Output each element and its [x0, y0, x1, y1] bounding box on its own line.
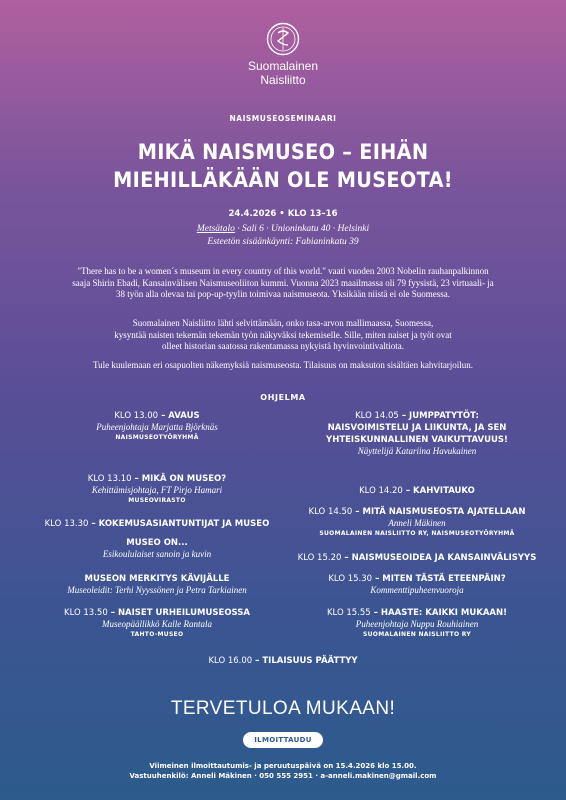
item-organization: SUOMALAINEN NAISLIITTO RY	[363, 631, 471, 638]
item-speaker: Puheenjohtaja Nuppu Rouhiainen	[355, 619, 479, 629]
item-speaker: Näyttelijä Katariina Havukainen	[357, 446, 477, 456]
item-speaker: Kommenttipuheenvuoroja	[370, 585, 464, 595]
program-heading: OHJELMA	[260, 393, 306, 402]
item-subtitle: YHTEISKUNNALLINEN VAIKUTTAVUUS!	[326, 435, 508, 445]
program-item	[286, 485, 548, 497]
program-item	[26, 410, 288, 443]
intro-p1-line: 38 työn alla olevaa tai pop-up-tyylin toimivaa naismuseota. Yksikään niistä ei ole Suomessa.	[115, 289, 451, 299]
contact-info: Vastuuhenkilö: Anneli Mäkinen · 050 555 2951 · a-anneli.makinen@gmail.com	[129, 772, 437, 780]
item-title: – JUMPPATYTÖT:	[401, 411, 479, 421]
title-line-2: MIEHILLÄKÄÄN OLE MUSEOTA!	[113, 168, 453, 192]
logo-line-1: Suomalainen	[247, 59, 319, 73]
item-time: KLO 14.20	[359, 486, 403, 496]
intro-p1-line: "There has to be a women´s museum in every country of this world." vaati vuoden 2003 Nobelin rauhanpalkinnon	[77, 266, 489, 276]
item-speaker: Puheenjohtaja Marjatta Björknäs	[96, 422, 218, 432]
intro-p2-line: kysyntää naisten tekemän tekemän työn näkyväksi tekemiselle. Sille, miten naiset ja työt ovat	[114, 329, 452, 340]
item-speaker: Museoleidit: Terhi Nyyssönen ja Petra Tarkiainen	[67, 585, 247, 595]
item-title: – HAASTE: KAIKKI MUKAAN!	[373, 608, 508, 618]
item-time: KLO 14.50	[308, 507, 353, 517]
item-title: MUSEON MERKITYS KÄVIJÄLLE	[84, 574, 230, 584]
item-speaker: Kehittämisjohtaja, FT Pirjo Hamari	[91, 485, 223, 495]
intro-p1-line: saaja Shirin Ebadi, Kansainvälisen Naismuseoliiton kummi. Vuonna 2023 maailmassa oli 79 fyysistä, 23 virtuaali- ja	[72, 277, 494, 288]
accessible-entrance: Esteetön sisäänkäynti: Fabianinkatu 39	[207, 236, 359, 247]
register-button[interactable]: ILMOITTAUDU	[243, 732, 323, 748]
item-title: – TILAISUUS PÄÄTTYY	[255, 656, 358, 666]
program-item	[286, 607, 548, 640]
item-title: – MIKÄ ON MUSEO?	[134, 474, 227, 484]
item-time: KLO 13.10	[87, 474, 132, 484]
venue-link[interactable]: Metsätalo	[196, 224, 235, 234]
item-time: KLO 15.55	[326, 608, 371, 618]
intro-paragraph-2	[60, 318, 506, 353]
program-item	[26, 573, 288, 596]
item-time: KLO 14.05	[355, 411, 399, 421]
item-title: – AVAUS	[161, 411, 200, 421]
logo-wordmark	[0, 59, 566, 87]
item-organization: NAISMUSEOTYÖRYHMÄ	[115, 434, 199, 441]
program-item	[286, 573, 548, 596]
item-speaker: Anneli Mäkinen	[388, 518, 446, 528]
item-speaker: Museopäällikkö Kalle Rantala	[102, 619, 212, 629]
item-subtitle: MUSEO ON...	[126, 538, 188, 548]
item-organization: SUOMALAINEN NAISLIITTO RY, NAISMUSEOTYÖRYHMÄ	[319, 530, 515, 537]
program-item	[286, 552, 548, 564]
event-kicker: NAISMUSEOSEMINAARI	[229, 114, 337, 123]
program-item	[26, 518, 288, 560]
logo-line-2: Naisliitto	[260, 73, 306, 87]
venue-address: · Sali 6 · Unioninkatu 40 · Helsinki	[234, 224, 370, 234]
item-time: KLO 13.30	[44, 519, 89, 529]
intro-p2-line: Suomalainen Naisliitto lähti selvittämään, onko tasa-arvon mallimaassa, Suomessa,	[132, 318, 434, 328]
intro-paragraph-3: Tule kuulemaan eri osapuolten näkemyksiä naismuseosta. Tilaisuus on maksuton sisältäen kahvitarjoilun.	[92, 360, 474, 370]
program-closing	[0, 655, 566, 667]
organization-logo	[0, 22, 566, 87]
item-title: – NAISET URHEILUMUSEOSSA	[110, 608, 250, 618]
item-title: – KOKEMUSASIANTUNTIJAT JA MUSEO	[91, 519, 270, 529]
item-time: KLO 13.00	[114, 411, 159, 421]
item-speaker: Esikoululaiset sanoin ja kuvin	[102, 549, 212, 559]
event-venue	[0, 223, 566, 248]
item-time: KLO 13.50	[64, 608, 108, 618]
intro-paragraph-1	[60, 266, 506, 301]
item-time: KLO 16.00	[208, 656, 253, 666]
program-item	[26, 473, 288, 506]
item-title: – MITÄ NAISMUSEOSTA AJATELLAAN	[355, 507, 526, 517]
program-item	[286, 410, 548, 457]
item-time: KLO 15.20	[297, 553, 342, 563]
program-item	[286, 506, 548, 539]
item-title: – KAHVITAUKO	[405, 486, 475, 496]
page-title	[23, 138, 544, 194]
item-time: KLO 15.30	[328, 574, 373, 584]
naisliitto-emblem-icon	[266, 22, 300, 56]
welcome-heading: TERVETULOA MUKAAN!	[170, 698, 396, 719]
intro-p2-line: olleet historian saatossa rakentamassa nykyistä hyvinvointivaltiota.	[162, 341, 404, 351]
item-subtitle: NAISVOIMISTELU JA LIIKUNTA, JA SEN	[327, 423, 507, 433]
program-item	[26, 607, 288, 640]
item-title: – MITEN TÄSTÄ ETEENPÄIN?	[375, 574, 506, 584]
event-date-time: 24.4.2026 • KLO 13–16	[228, 209, 338, 219]
item-organization: TAHTO-MUSEO	[130, 631, 184, 638]
title-line-1: MIKÄ NAISMUSEO – EIHÄN	[137, 140, 429, 164]
item-organization: MUSEOVIRASTO	[128, 497, 186, 504]
registration-deadline: Viimeinen ilmoittautumis- ja peruutuspäivä on 15.4.2026 klo 15.00.	[149, 762, 417, 770]
item-title: – NAISMUSEOIDEA JA KANSAINVÄLISYYS	[344, 553, 537, 563]
